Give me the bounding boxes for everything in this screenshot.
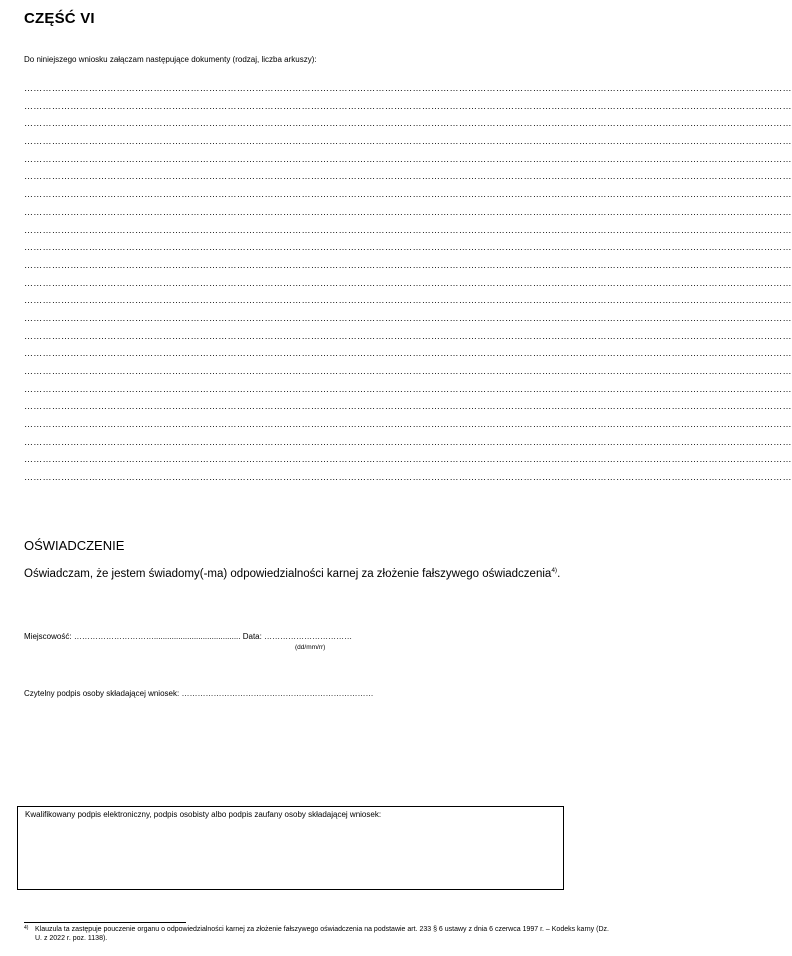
blank-line[interactable]: …………………………………………………………………………………………………………………………………………………………………………………………………………………………… xyxy=(24,348,792,359)
declaration-body: Oświadczam, że jestem świadomy(-ma) odpowiedzialności karnej za złożenie fałszywego oświadczenia xyxy=(24,568,552,580)
blank-line[interactable]: …………………………………………………………………………………………………………………………………………………………………………………………………………………………… xyxy=(24,401,792,412)
blank-line[interactable]: …………………………………………………………………………………………………………………………………………………………………………………………………………………………… xyxy=(24,295,792,306)
blank-line[interactable]: …………………………………………………………………………………………………………………………………………………………………………………………………………………………… xyxy=(24,153,792,164)
blank-line[interactable]: …………………………………………………………………………………………………………………………………………………………………………………………………………………………… xyxy=(24,83,792,93)
e-signature-box[interactable] xyxy=(17,806,564,890)
blank-line[interactable]: …………………………………………………………………………………………………………………………………………………………………………………………………………………………… xyxy=(24,136,792,147)
declaration-heading: OŚWIADCZENIE xyxy=(24,538,125,553)
blank-line[interactable]: …………………………………………………………………………………………………………………………………………………………………………………………………………………………… xyxy=(24,259,792,270)
footnote-divider xyxy=(24,922,186,923)
blank-line[interactable]: …………………………………………………………………………………………………………………………………………………………………………………………………………………………… xyxy=(24,383,792,394)
blank-line[interactable]: …………………………………………………………………………………………………………………………………………………………………………………………………………………………… xyxy=(24,366,792,376)
signature-row xyxy=(24,689,373,698)
footnote-text: Klauzula ta zastępuje pouczenie organu o odpowiedzialności karnej za złożenie fałszywego oświadczenia na podstawie art. 233 § 6 ustawy z dnia 6 czerwca 1997 r. – Kodeks karny (Dz. U. z 2022 r. poz. 1138). xyxy=(35,926,609,942)
blank-line[interactable]: …………………………………………………………………………………………………………………………………………………………………………………………………………………………… xyxy=(24,189,792,200)
blank-line[interactable]: …………………………………………………………………………………………………………………………………………………………………………………………………………………………… xyxy=(24,454,792,465)
signature-field[interactable]: ……………………………………………………………… xyxy=(181,689,374,698)
signature-label: Czytelny podpis osoby składającej wniosek: xyxy=(24,689,180,698)
footnote-ref: 4) xyxy=(551,567,558,574)
blank-line[interactable]: …………………………………………………………………………………………………………………………………………………………………………………………………………………………… xyxy=(24,118,792,129)
blank-line[interactable]: …………………………………………………………………………………………………………………………………………………………………………………………………………………………… xyxy=(24,277,792,288)
blank-line[interactable]: …………………………………………………………………………………………………………………………………………………………………………………………………………………………… xyxy=(24,312,792,323)
blank-line[interactable]: …………………………………………………………………………………………………………………………………………………………………………………………………………………………… xyxy=(24,171,792,182)
blank-line[interactable]: …………………………………………………………………………………………………………………………………………………………………………………………………………………………… xyxy=(24,472,792,483)
blank-line[interactable]: …………………………………………………………………………………………………………………………………………………………………………………………………………………………… xyxy=(24,330,792,341)
place-field[interactable]: …………………………....................................... xyxy=(73,632,241,641)
blank-line[interactable]: …………………………………………………………………………………………………………………………………………………………………………………………………………………………… xyxy=(24,242,792,253)
attachments-lines xyxy=(24,80,792,487)
place-date-row xyxy=(24,632,352,641)
blank-line[interactable]: …………………………………………………………………………………………………………………………………………………………………………………………………………………………… xyxy=(24,436,792,447)
declaration-text xyxy=(24,567,560,580)
footnote xyxy=(24,925,609,943)
date-format-hint: (dd/mm/rr) xyxy=(295,644,326,651)
blank-line[interactable]: …………………………………………………………………………………………………………………………………………………………………………………………………………………………… xyxy=(24,224,792,235)
e-signature-label: Kwalifikowany podpis elektroniczny, podpis osobisty albo podpis zaufany osoby składającej wniosek: xyxy=(25,810,382,819)
attachments-intro: Do niniejszego wniosku załączam następujące dokumenty (rodzaj, liczba arkuszy): xyxy=(24,55,317,64)
blank-line[interactable]: …………………………………………………………………………………………………………………………………………………………………………………………………………………………… xyxy=(24,206,792,217)
date-field[interactable]: …………………………… xyxy=(264,632,353,641)
blank-line[interactable]: …………………………………………………………………………………………………………………………………………………………………………………………………………………………… xyxy=(24,100,792,111)
declaration-end: . xyxy=(557,568,561,580)
section-title: CZĘŚĆ VI xyxy=(24,10,95,27)
blank-line[interactable]: …………………………………………………………………………………………………………………………………………………………………………………………………………………………… xyxy=(24,419,792,430)
date-label: Data: xyxy=(242,632,262,641)
footnote-number: 4) xyxy=(24,925,29,931)
place-label: Miejscowość: xyxy=(24,632,72,641)
